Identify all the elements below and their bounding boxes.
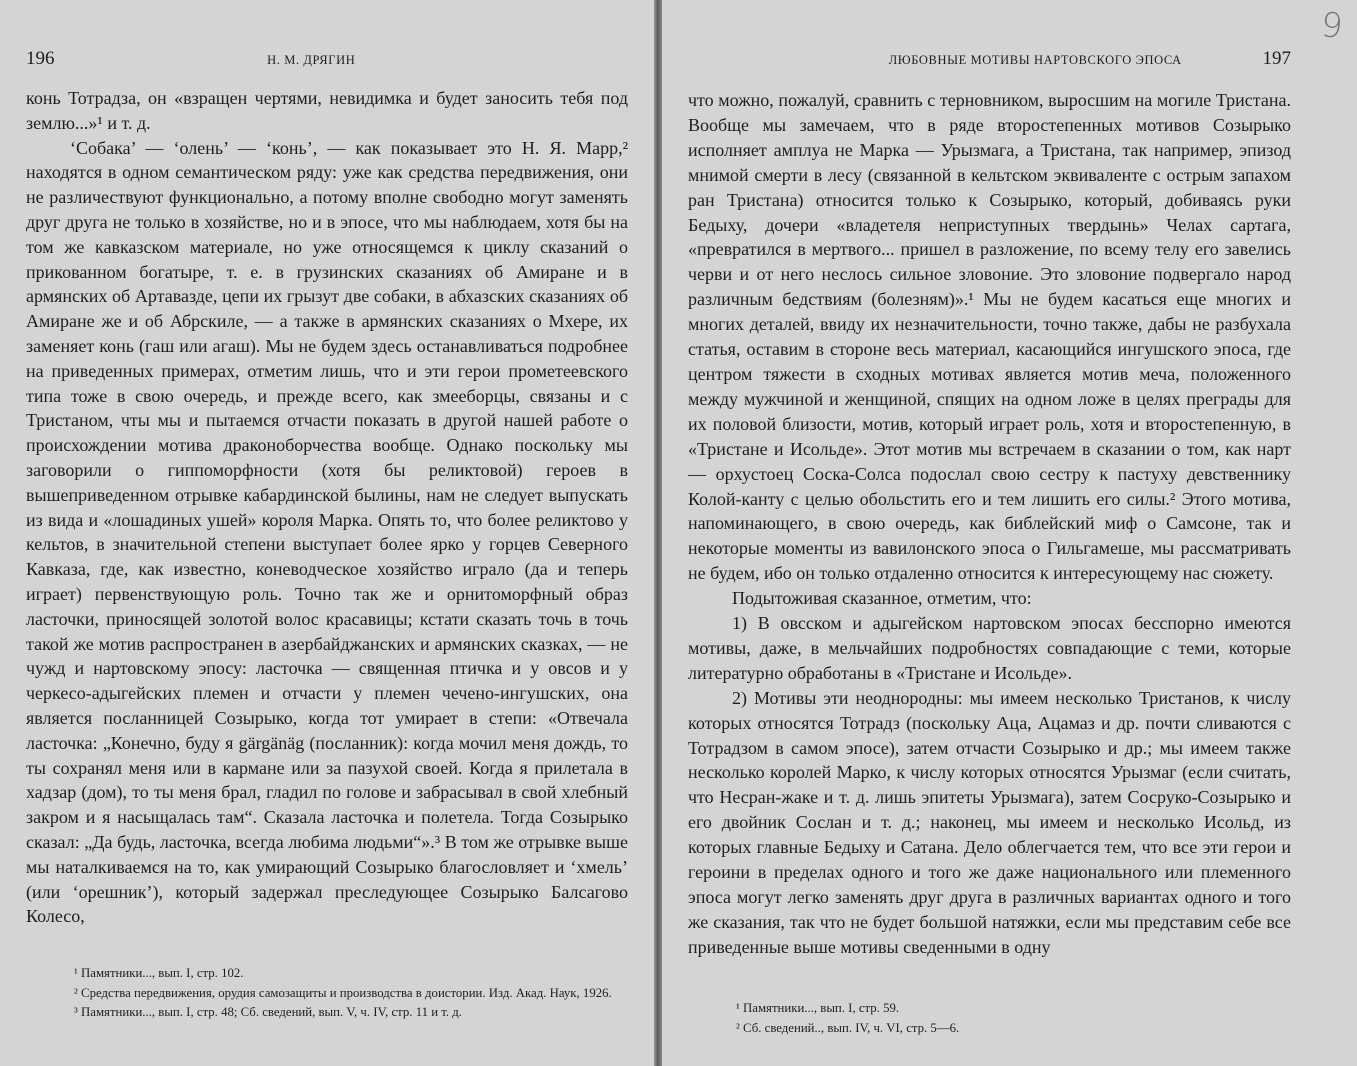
right-page xyxy=(662,0,1357,1066)
pencil-margin-mark: 9 xyxy=(1319,4,1346,48)
right-footnote-1: ¹ Памятники..., вып. I, стр. 59. xyxy=(736,1001,900,1015)
left-page-body xyxy=(26,86,628,929)
left-running-head: Н. М. ДРЯГИН xyxy=(267,53,356,67)
left-paragraph-2: ‘Собака’ — ‘олень’ — ‘конь’, — как показывает это Н. Я. Марр,² находятся в одном семантическом ряду: уже как средства передвижения, они не различествуют функционально, а потому вполне свободно могут заменять друг друга не только в хозяйстве, но и в эпосе, что мы наблюдаем, хотя бы на том же кавказском материале, но уже относящемся к циклу сказаний о прикованном богатыре, т. е. в грузинских сказаниях об Амиране и в армянских об Артавазде, цепи их грызут две собаки, в абхазских сказаниях об Амиране же и об Абрскиле, — а также в армянских сказаниях о Мхере, их заменяет конь (гаш или агаш). Мы не будем здесь останавливаться подробнее на приведенных примерах, отметим лишь, что и эти герои прометеевского типа тоже в свою очередь, и прежде всего, как змееборцы, связаны и с Тристаном, чты мы и пытаемся отчасти показать в другой нашей работе о происхождении мотива драконоборчества вообще. Однако поскольку мы заговорили о гиппоморфности (хотя бы реликтовой) героев в вышеприведенном отрывке кабардинской былины, нам не следует выпускать из вида и «лошадиных ушей» короля Марка. Опять то, что более реликтово у кельтов, в значительной степени выступает более ярко у горцев Северного Кавказа, где, как известно, коневодческое хозяйство играло (да и теперь играет) первенствующую роль. Точно так же и орнитоморфный образ ласточки, приносящей золотой волос красавицы; кстати сказать точь в точь такой же мотив распространен в азербайджанских и армянских сказках, — не чужд и нартовскому эпосу: ласточка — священная птичка и у овсов и у черкесо-адыгейских племен и отчасти у племен чечено-ингушских, она является посланницей Созырыко, когда тот умирает в степи: «Отвечала ласточка: „Конечно, буду я gärgänäg (посланник): когда мочил меня дождь, то ты сохранял меня или в кармане или за пазухой своей. Когда я прилетала в хадзар (дом), то ты меня брал, гладил по голове и забрасывал в свой хлебный закром и я насыщалась там“. Сказала ласточка и полетела. Тогда Созырыко сказал: „Да будь, ласточка, всегда любима людьми“».³ В том же отрывке выше мы наталкиваемся на то, как умирающий Созырыко благословляет и ‘хмель’ (или ‘орешник’), который задержал преследующее Созырыко Балсагово Колесо, xyxy=(26,137,628,927)
left-footnote-3: ³ Памятники..., вып. I, стр. 48; Сб. сведений, вып. V, ч. IV, стр. 11 и т. д. xyxy=(74,1005,463,1019)
left-footnotes xyxy=(26,964,628,1023)
left-page-header xyxy=(26,48,628,74)
left-paragraph-1: конь Тотрадза, он «взращен чертями, невидимка и будет заносить тебя под землю...»¹ и т. д. xyxy=(26,88,628,133)
right-footnote-2: ² Сб. сведений.., вып. IV, ч. VI, стр. 5—6. xyxy=(736,1020,960,1035)
right-footnotes xyxy=(688,999,1291,1038)
left-footnote-2: ² Средства передвижения, орудия самозащиты и производства в доистории. Изд. Акад. Наук, 1926. xyxy=(74,985,612,1000)
right-paragraph-1: что можно, пожалуй, сравнить с терновником, выросшим на могиле Тристана. Вообще мы замечаем, что в ряде второстепенных мотивов Созырыко исполняет амплуа не Марка — Урызмага, а Тристана, так например, эпизод мнимой смерти в лесу (связанной в кельтском эквиваленте с острым запахом ран Тристана) относится только к Созырыко, который, добиваясь руки Бедыху, дочери «владетеля неприступных твердынь» Челах сартага, «превратился в мертвого... пришел в разложение, по всему телу его завелись черви и от него неслось сильное зловоние. Это зловоние подвергало народ различным бедствиям (болезням)».¹ Мы не будем касаться еще многих и многих деталей, ввиду их незначительности, точно также, дабы не разбухала статья, оставим в стороне весь материал, касающийся ингушского эпоса, где центром тяжести в сходных мотивах является мотив меча, положенного между мужчиной и женщиной, спящих на одном ложе в целях преграды для их половой близости, мотив, который играет роль, хотя и второстепенную, в «Тристане и Исольде». Этот мотив мы встречаем в сказании о том, как нарт — орхустоец Соска-Солса подослал свою сестру к пастуху девственнику Колой-канту с целью обольстить его и тем лишить его силы.² Этого мотива, напоминающего, в свою очередь, как библейский миф о Самсоне, так и некоторые моменты из вавилонского эпоса о Гильгамеше, мы рассматривать не будем, ибо он только отдаленно относится к интересующему нас сюжету. xyxy=(688,90,1291,584)
right-page-header xyxy=(688,48,1291,74)
left-footnote-1: ¹ Памятники..., вып. I, стр. 102. xyxy=(74,966,244,980)
right-paragraph-2: Подытоживая сказанное, отметим, что: xyxy=(732,588,1032,609)
book-gutter xyxy=(654,0,662,1066)
left-page-number: 196 xyxy=(26,48,55,69)
right-page-number: 197 xyxy=(1262,48,1291,69)
right-paragraph-3: 1) В овсском и адыгейском нартовском эпосах бесспорно имеются мотивы, даже, в мельчайших подробностях совпадающие с теми, которые литературно обработаны в «Тристане и Исольде». xyxy=(688,613,1291,683)
right-paragraph-4: 2) Мотивы эти неоднородны: мы имеем несколько Тристанов, к числу которых относятся Тотрадз (поскольку Аца, Ацамаз и др. почти сливаются с Тотрадзом в самом эпосе), затем отчасти Созырыко и др.; мы имеем также несколько королей Марко, к числу которых относятся Урызмаг (если считать, что Несран-жаке и т. д. лишь эпитеты Урызмага), затем Сосруко-Созырыко и его двойник Сослан и т. д.; наконец, мы имеем и несколько Исольд, из которых главные Бедыху и Сатана. Дело облегчается тем, что все эти герои и героини в пределах одного и того же даже национального или племенного эпоса могут легко заменять друг друга в различных вариантах одного и того же сказания, так что не будет большой натяжки, если мы представим себе все приведенные выше мотивы сведенными в одну xyxy=(688,687,1291,957)
left-page xyxy=(0,0,654,1066)
right-running-head: ЛЮБОВНЫЕ МОТИВЫ НАРТОВСКОГО ЭПОСА xyxy=(888,53,1182,67)
right-page-body xyxy=(688,88,1291,960)
